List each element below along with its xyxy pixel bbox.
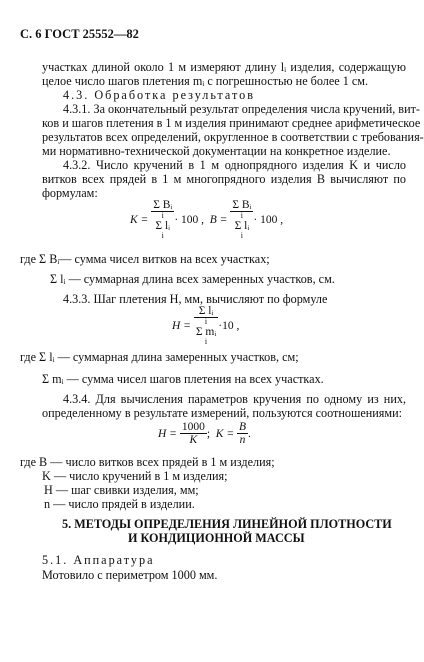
formula-subscript: i [204, 337, 208, 346]
formula-k-b [130, 199, 283, 240]
text-line: целое число шагов плетения mᵢ с погрешностью не более 1 см. [42, 74, 369, 88]
text-line: Σ mᵢ — сумма чисел шагов плетения на всех участках. [42, 372, 324, 386]
formula-relations [158, 421, 251, 446]
formula-subscript: i [161, 211, 164, 220]
text-line: формулам: [42, 186, 98, 200]
text-line: ми нормативно-технической документации на конкретное изделие. [42, 144, 391, 158]
formula-k-numerator: Σ Bᵢ [153, 199, 173, 211]
relation-k-numerator: B [238, 421, 246, 433]
formula-b-multiplier: · 100 , [253, 213, 284, 226]
formula-h-multiplier: ·10 , [218, 319, 240, 332]
text-line: где B — число витков всех прядей в 1 м изделия; [20, 455, 275, 469]
formula-k-fraction [151, 199, 174, 240]
relation-k-denominator: n [239, 434, 246, 446]
section-title: И КОНДИЦИОННОЙ МАССЫ [128, 531, 305, 545]
text-line: где Σ lᵢ — суммарная длина замеренных участков, см; [20, 350, 299, 364]
formula-k-denominator: Σ lᵢ [155, 220, 171, 232]
text-line: K — число кручений в 1 м изделия; [42, 469, 228, 483]
formula-k-lhs: K = [130, 213, 149, 226]
text-line: H — шаг свивки изделия, мм; [44, 483, 199, 497]
relation-h-denominator: K [189, 434, 198, 446]
formula-h [172, 305, 239, 346]
section-heading: 4.3. Обработка результатов [63, 88, 256, 102]
text-line: 4.3.2. Число кручений в 1 м однопрядного изделия K и число [63, 158, 406, 172]
formula-subscript: i [204, 317, 208, 326]
formula-h-denominator: Σ mᵢ [195, 326, 217, 338]
section-title: 5. МЕТОДЫ ОПРЕДЕЛЕНИЯ ЛИНЕЙНОЙ ПЛОТНОСТИ [62, 517, 392, 531]
page-header: С. 6 ГОСТ 25552—82 [20, 27, 139, 41]
relation-k-lhs: K = [215, 427, 235, 440]
formula-h-fraction [194, 305, 218, 346]
formula-k-multiplier: · 100 , [174, 213, 205, 226]
text-line: 4.3.3. Шаг плетения H, мм, вычисляют по формуле [63, 292, 328, 306]
formula-h-numerator: Σ lᵢ [194, 305, 218, 318]
relation-k-fraction [237, 421, 248, 446]
text-line: Мотовило с периметром 1000 мм. [42, 568, 218, 582]
formula-subscript: i [240, 211, 243, 220]
text-line: 4.3.1. За окончательный результат определения числа кручений, вит- [63, 102, 420, 116]
text-line: 4.3.4. Для вычисления параметров кручения по одному из них, [63, 392, 406, 406]
formula-b-lhs: B = [209, 213, 228, 226]
formula-b-numerator: Σ Bᵢ [232, 199, 252, 211]
relation-separator: ; [206, 427, 211, 440]
text-line: Σ lᵢ — суммарная длина всех замеренных участков, см. [50, 272, 335, 286]
relation-h-numerator: 1000 [181, 421, 205, 433]
formula-b-fraction [230, 199, 253, 240]
text-line: где Σ Bᵢ— сумма чисел витков на всех участках; [20, 252, 270, 266]
text-line: результатов всех определений, округленное в соответствии с требования- [42, 130, 424, 144]
relation-h-lhs: H = [158, 427, 177, 440]
subsection-heading: 5.1. Аппаратура [42, 553, 155, 567]
formula-h-lhs: H = [172, 319, 191, 332]
formula-subscript: i [161, 231, 164, 240]
relation-h-fraction [180, 421, 207, 446]
text-line: определенному в результате измерений, пользуются соотношениями: [42, 406, 403, 420]
formula-subscript: i [240, 231, 243, 240]
text-line: ков и шагов плетения в 1 м изделия принимают среднее арифметическое [42, 116, 421, 130]
relation-end: . [248, 427, 251, 440]
text-line: витков всех прядей в 1 м многопрядного изделия B вычисляют по [42, 172, 406, 186]
formula-b-denominator: Σ lᵢ [234, 220, 250, 232]
text-line: n — число прядей в изделии. [44, 497, 195, 511]
text-line: участках длиной около 1 м измеряют длину lᵢ изделия, содержащую [42, 60, 406, 74]
